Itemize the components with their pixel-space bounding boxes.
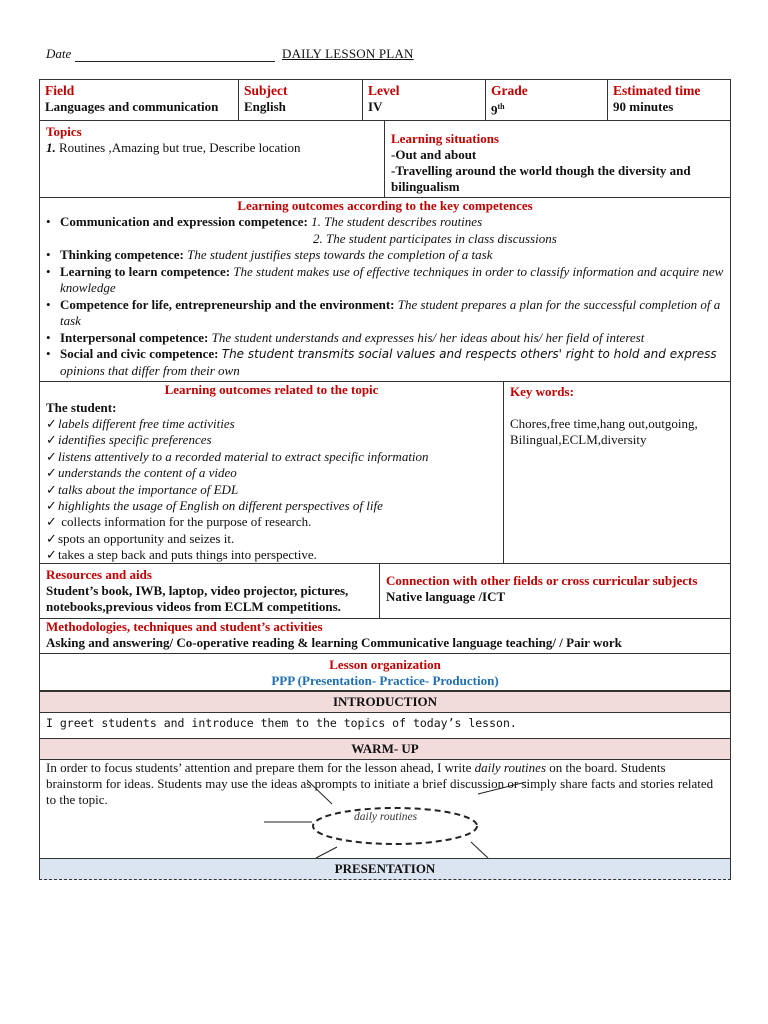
topics-text	[46, 140, 378, 156]
outcome-item	[46, 449, 497, 465]
organization-row	[39, 653, 731, 691]
situations-label: Learning situations	[391, 131, 499, 146]
grade-label: Grade	[491, 83, 528, 98]
warmup-text-1: In order to focus students’ attention and prepare them for the lesson ahead, I write	[46, 760, 475, 775]
bullet-icon: •	[46, 247, 51, 262]
mindmap-line	[478, 782, 526, 794]
subject-value: English	[244, 99, 286, 114]
topic-list: Routines ,Amazing but true, Describe location	[55, 140, 301, 155]
competence-name: Learning to learn competence:	[60, 263, 231, 279]
field-cell	[40, 80, 239, 120]
outcome-item	[46, 465, 497, 481]
outcome-text: collects information for the purpose of research.	[58, 514, 312, 530]
bullet-icon: •	[46, 214, 51, 229]
level-label: Level	[368, 83, 400, 98]
resources-cell	[40, 564, 380, 618]
check-icon: ✓	[46, 514, 57, 530]
bullet-icon: •	[46, 263, 51, 279]
introduction-header: INTRODUCTION	[39, 691, 731, 713]
check-icon: ✓	[46, 416, 57, 431]
grade-suffix: th	[497, 102, 505, 111]
field-value: Languages and communication	[45, 99, 219, 114]
competences-list	[46, 214, 724, 379]
outcome-text: understands the content of a video	[58, 465, 237, 481]
outcome-item	[46, 531, 497, 547]
warmup-header: WARM- UP	[39, 738, 731, 760]
check-icon: ✓	[46, 465, 57, 481]
warmup-text-2: on the board. Students brainstorm for ideas. Students may use the ideas as prompts to initiate a brief discussion or simply share facts and stories related to the topic.	[46, 760, 714, 807]
connection-label: Connection with other fields or cross curricular subjects	[386, 573, 698, 588]
competence-item	[46, 247, 724, 264]
keywords-text: Chores,free time,hang out,outgoing, Bilingual,ECLM,diversity	[510, 416, 698, 447]
competence-name: Competence for life, entrepreneurship and the environment:	[60, 296, 395, 312]
bullet-icon: •	[46, 329, 51, 345]
situation-item: -Out and about	[391, 147, 477, 162]
outcomes-list	[46, 416, 497, 564]
outcome-text: spots an opportunity and seizes it.	[58, 530, 235, 546]
level-value: IV	[368, 99, 383, 114]
check-icon: ✓	[46, 547, 57, 563]
outcome-item	[46, 547, 497, 563]
resources-label: Resources and aids	[46, 567, 152, 582]
competences-heading: Learning outcomes according to the key competences	[237, 198, 533, 213]
info-row	[39, 79, 731, 121]
competence-text: The student justifies steps towards the completion of a task	[187, 247, 493, 262]
check-icon: ✓	[46, 448, 57, 464]
methodologies-label: Methodologies, techniques and student’s activities	[46, 619, 323, 634]
grade-cell	[486, 80, 608, 120]
connection-cell	[380, 564, 730, 618]
competence-name: Social and civic competence:	[60, 346, 219, 361]
check-icon: ✓	[46, 481, 57, 497]
topic-number: 1.	[46, 140, 56, 155]
resources-text: Student’s book, IWB, laptop, video projector, pictures, notebooks,previous videos from ECLM competitions.	[46, 583, 349, 614]
outcome-item	[46, 498, 497, 514]
outcomes-heading: Learning outcomes related to the topic	[164, 382, 379, 397]
subject-cell	[239, 80, 363, 120]
topics-row	[39, 120, 731, 198]
competence-item	[46, 263, 724, 297]
subject-label: Subject	[244, 83, 288, 98]
mindmap-line	[307, 780, 332, 804]
competences-section	[39, 197, 731, 382]
competence-item	[46, 329, 724, 347]
check-icon: ✓	[46, 530, 57, 546]
methodologies-row	[39, 618, 731, 654]
presentation-header: PRESENTATION	[39, 858, 731, 880]
bullet-icon: •	[46, 346, 51, 361]
outcomes-row	[39, 381, 731, 564]
competence-text: The student understands and expresses his/ her ideas about his/ her field of interest	[211, 329, 645, 345]
outcome-text: highlights the usage of English on different perspectives of life	[58, 498, 383, 514]
mindmap-center-label: daily routines	[354, 811, 418, 823]
situations-cell	[385, 121, 730, 197]
outcomes-student: The student:	[46, 400, 117, 415]
warmup-italic: daily routines	[474, 760, 546, 775]
outcome-text: talks about the importance of EDL	[58, 481, 239, 497]
topics-cell	[40, 121, 385, 197]
time-value: 90 minutes	[613, 99, 674, 114]
outcomes-cell	[40, 382, 504, 563]
date-label: Date	[46, 46, 72, 61]
outcome-text: takes a step back and puts things into perspective.	[58, 547, 317, 563]
topics-label: Topics	[46, 124, 82, 139]
organization-label: Lesson organization	[329, 657, 441, 672]
level-cell	[363, 80, 486, 120]
outcome-item	[46, 514, 497, 530]
mindmap-diagram	[250, 770, 550, 862]
check-icon: ✓	[46, 498, 57, 514]
competence-item	[46, 346, 724, 379]
page-title: DAILY LESSON PLAN	[282, 46, 414, 61]
field-label: Field	[45, 83, 75, 98]
methodologies-text: Asking and answering/ Co-operative reading & learning Communicative language teaching/ / Pair work	[46, 635, 622, 650]
outcome-text: identifies specific preferences	[58, 432, 212, 448]
mindmap-line	[316, 847, 337, 858]
outcome-item	[46, 482, 497, 498]
introduction-text: I greet students and introduce them to the topics of today’s lesson.	[39, 712, 731, 739]
competence-text: The student prepares a plan for the successful completion of a task	[60, 296, 721, 328]
competence-text: The student makes use of effective techniques in order to classify information and acquire new knowledge	[60, 263, 724, 295]
ppp-label: PPP (Presentation- Practice- Production)	[271, 673, 499, 688]
grade-number: 9	[491, 102, 498, 118]
outcome-item	[46, 416, 497, 432]
bullet-icon: •	[46, 296, 51, 312]
keywords-cell	[504, 382, 730, 563]
check-icon: ✓	[46, 432, 57, 448]
competence-name: Communication and expression competence:	[60, 214, 308, 229]
competence-item	[46, 296, 724, 330]
competence-text-2: opinions that differ from their own	[60, 362, 240, 378]
competence-text-2: 2. The student participates in class discussions	[313, 230, 557, 246]
competence-item	[46, 214, 724, 247]
resources-row	[39, 563, 731, 619]
competence-name: Interpersonal competence:	[60, 329, 209, 345]
connection-value: Native language /ICT	[386, 589, 506, 604]
competence-text: The student transmits social values and respects others' right to hold and express	[221, 347, 717, 361]
time-label: Estimated time	[613, 83, 701, 98]
outcome-text: listens attentively to a recorded material to extract specific information	[58, 448, 429, 464]
date-line	[46, 46, 736, 64]
competence-name: Thinking competence:	[60, 247, 184, 262]
outcome-text: labels different free time activities	[58, 416, 235, 431]
mindmap-line	[471, 842, 488, 858]
keywords-label: Key words:	[510, 384, 574, 399]
grade-value	[491, 99, 602, 118]
situation-item: -Travelling around the world though the diversity and bilingualism	[391, 163, 691, 194]
date-field[interactable]	[75, 49, 275, 62]
outcome-item	[46, 432, 497, 448]
time-cell	[608, 80, 730, 120]
competence-text: 1. The student describes routines	[311, 214, 483, 229]
